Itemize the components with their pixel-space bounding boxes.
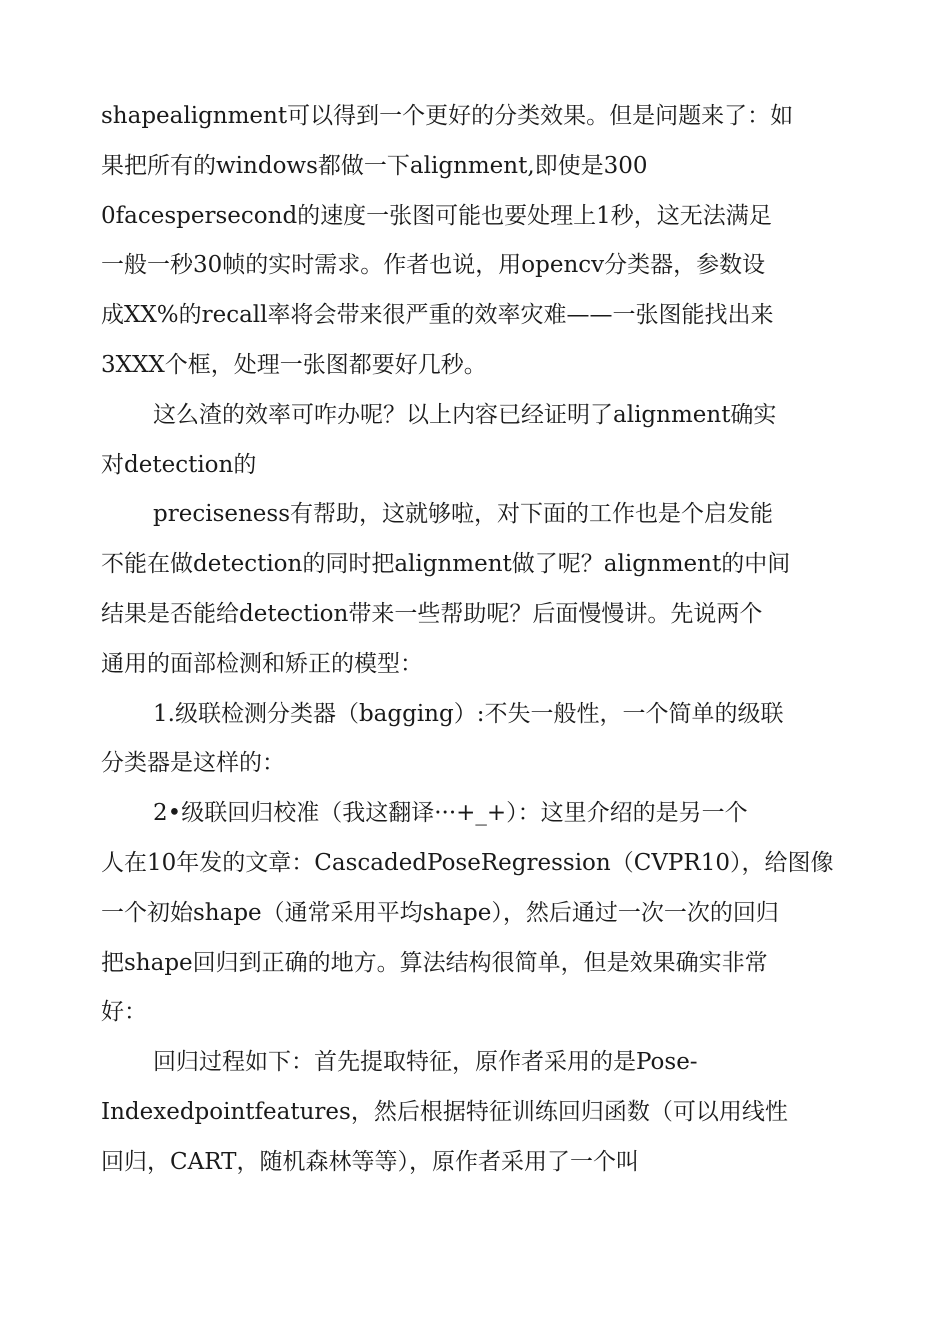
text-line: 分类器是这样的： [101,750,285,777]
text-line: 回归过程如下：首先提取特征，原作者采用的是Pose- [153,1049,698,1076]
text-line: Indexedpointfeatures，然后根据特征训练回归函数（可以用线性 [101,1098,788,1125]
text-line: 果把所有的windows都做一下alignment,即使是300 [101,152,648,179]
text-line: 对detection的 [101,451,257,478]
text-line: 结果是否能给detection带来一些帮助呢？后面慢慢讲。先说两个 [101,600,763,627]
text-line: shapealignment可以得到一个更好的分类效果。但是问题来了：如 [101,103,794,129]
text-line: 好： [101,999,147,1026]
text-line: 1.级联检测分类器（bagging）:不失一般性，一个简单的级联 [153,700,784,727]
text-line: 2•级联回归校准（我这翻译···+_+）：这里介绍的是另一个 [153,800,748,827]
text-line: 这么渣的效率可咋办呢？以上内容已经证明了alignment确实 [153,401,777,428]
text-line: 人在10年发的文章：CascadedPoseRegression（CVPR10），给图像 [101,849,834,876]
text-line: 成XX%的recall率将会带来很严重的效率灾难——一张图能找出来 [101,302,774,329]
text-line: 通用的面部检测和矫正的模型： [101,650,423,677]
text-line: 一个初始shape（通常采用平均shape），然后通过一次一次的回归 [101,899,779,926]
text-line: preciseness有帮助，这就够啦，对下面的工作也是个启发能 [153,501,774,528]
text-line: 回归，CART，随机森林等等），原作者采用了一个叫 [101,1148,639,1175]
text-line: 不能在做detection的同时把alignment做了呢？alignment的中间 [101,551,791,578]
text-line: 把shape回归到正确的地方。算法结构很简单，但是效果确实非常 [101,949,768,976]
document-body [101,92,861,1188]
text-line: 0facespersecond的速度一张图可能也要处理上1秒，这无法满足 [101,202,772,229]
text-line: 一般一秒30帧的实时需求。作者也说，用opencv分类器，参数设 [101,252,766,279]
text-line: 3XXX个框，处理一张图都要好几秒。 [101,351,487,378]
